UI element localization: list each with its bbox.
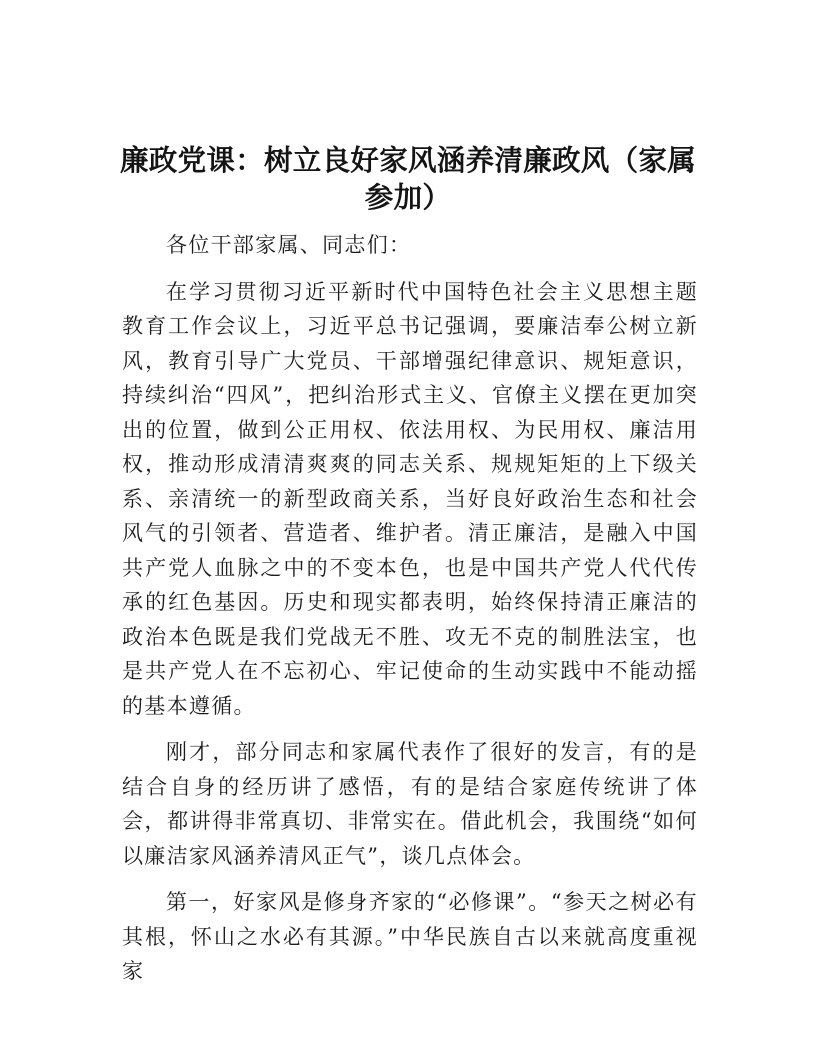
document-title: 廉政党课：树立良好家风涵养清廉政风（家属参加） xyxy=(120,144,697,214)
greeting-line: 各位干部家属、同志们： xyxy=(166,233,412,257)
paragraph-intro: 在学习贯彻习近平新时代中国特色社会主义思想主题教育工作会议上，习近平总书记强调，要廉洁奉公树立新风，教育引导广大党员、干部增强纪律意识、规矩意识，持续纠治“四风”，把纠治形式主义、官僚主义摆在更加突出的位置，做到公正用权、依法用权、为民用权、廉洁用权，推动形成清清爽爽的同志关系、规规矩矩的上下级关系、亲清统一的新型政商关系，当好良好政治生态和社会风气的引领者、营造者、维护者。清正廉洁，是融入中国共产党人血脉之中的不变本色，也是中国共产党人代代传承的红色基因。历史和现实都表明，始终保持清正廉洁的政治本色既是我们党战无不胜、攻无不克的制胜法宝，也是共产党人在不忘初心、牢记使命的生动实践中不能动摇的基本遵循。 xyxy=(122,279,698,718)
paragraph-point-one: 第一，好家风是修身齐家的“必修课”。“参天之树必有其根，怀山之水必有其源。”中华民族自古以来就高度重视家 xyxy=(122,890,698,983)
paragraph-remarks: 刚才，部分同志和家属代表作了很好的发言，有的是结合自身的经历讲了感悟，有的是结合家庭传统讲了体会，都讲得非常真切、非常实在。借此机会，我围绕“如何以廉洁家风涵养清风正气”，谈几点体会。 xyxy=(122,740,698,868)
document-body xyxy=(122,228,698,1001)
